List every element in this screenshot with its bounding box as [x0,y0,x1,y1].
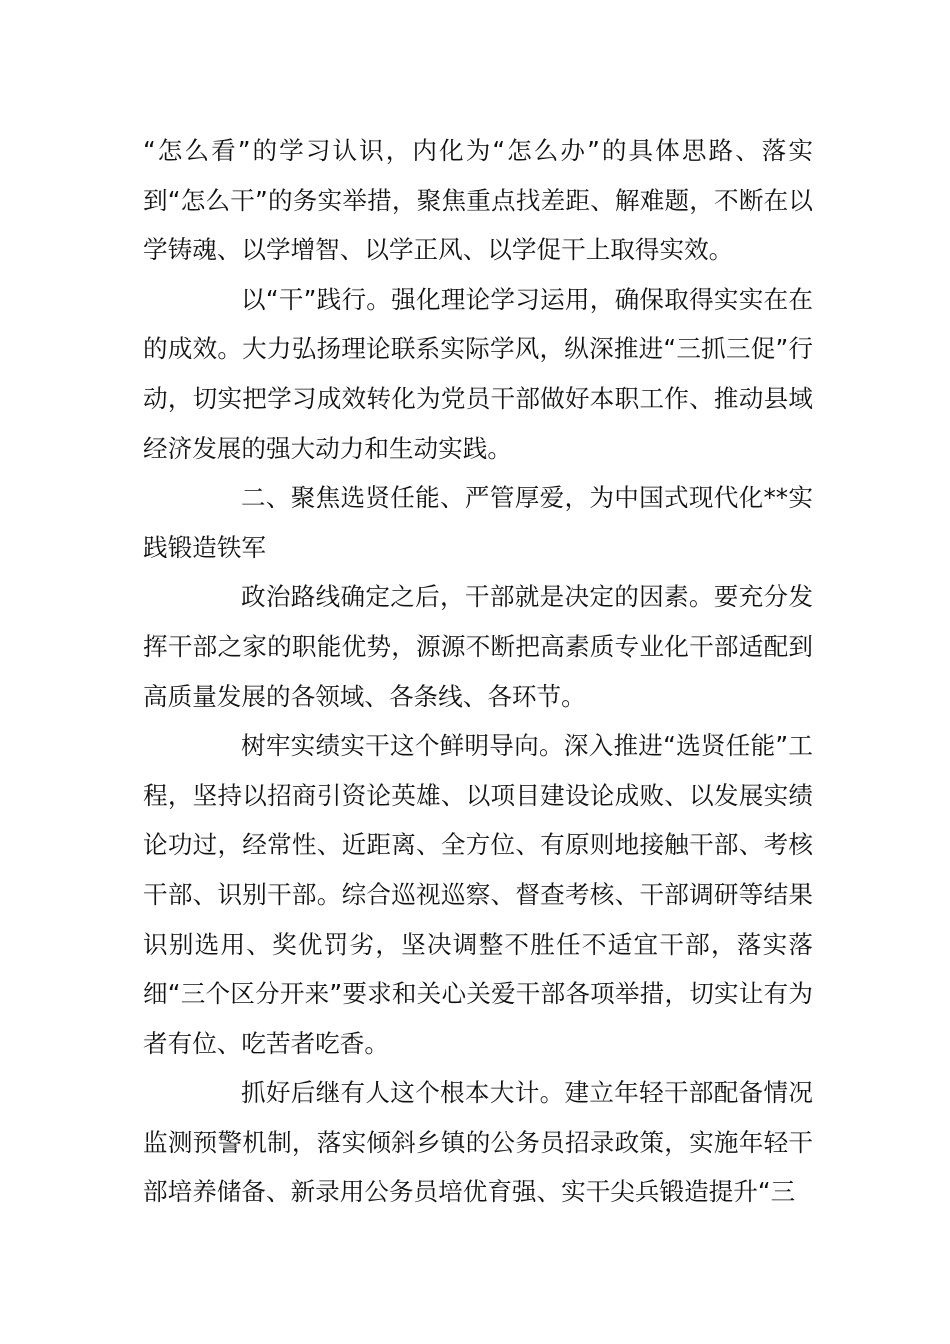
paragraph-successors: 抓好后继有人这个根本大计。建立年轻干部配备情况监测预警机制，落实倾斜乡镇的公务员招录政策，实施年轻干部培养储备、新录用公务员培优育强、实干尖兵锻造提升“三 [143,1078,813,1207]
paragraph-political-line: 政治路线确定之后，干部就是决定的因素。要充分发挥干部之家的职能优势，源源不断把高素质专业化干部适配到高质量发展的各领域、各条线、各环节。 [143,582,813,711]
paragraph-continuation: “怎么看”的学习认识，内化为“怎么办”的具体思路、落实到“怎么干”的务实举措，聚焦重点找差距、解难题，不断在以学铸魂、以学增智、以学正风、以学促干上取得实效。 [143,136,813,265]
paragraph-practice: 以“干”践行。强化理论学习运用，确保取得实实在在的成效。大力弘扬理论联系实际学风，纵深推进“三抓三促”行动，切实把学习成效转化为党员干部做好本职工作、推动县域经济发展的强大动力和生动实践。 [143,284,813,463]
paragraph-performance-orientation: 树牢实绩实干这个鲜明导向。深入推进“选贤任能”工程，坚持以招商引资论英雄、以项目建设论成败、以发展实绩论功过，经常性、近距离、全方位、有原则地接触干部、考核干部、识别干部。综合巡视巡察、督查考核、干部调研等结果识别选用、奖优罚劣，坚决调整不胜任不适宜干部，落实落细“三个区分开来”要求和关心关爱干部各项举措，切实让有为者有位、吃苦者吃香。 [143,731,813,1058]
document-body [143,126,813,1217]
section-heading: 二、聚焦选贤任能、严管厚爱，为中国式现代化**实践锻造铁军 [143,483,813,562]
